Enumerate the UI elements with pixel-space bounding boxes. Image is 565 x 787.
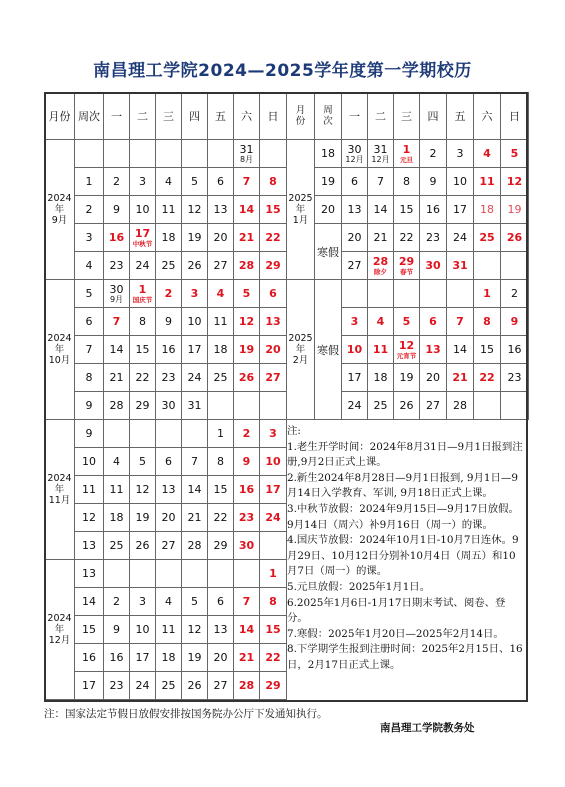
day-cell: 11	[368, 336, 394, 364]
day-cell: 27	[420, 392, 447, 420]
day-cell: 22	[208, 504, 234, 532]
day-cell: 2	[156, 280, 182, 308]
day-cell: 19	[501, 196, 529, 224]
day-cell: 21	[234, 644, 260, 672]
week-number: 1	[75, 168, 104, 196]
day-cell: 15	[130, 336, 156, 364]
day-cell: 10	[130, 196, 156, 224]
day-cell: 4	[474, 140, 501, 168]
day-cell: 30	[234, 532, 260, 560]
day-cell: 3	[342, 308, 368, 336]
day-cell: 2	[420, 140, 447, 168]
day-cell: 27	[208, 672, 234, 700]
month-tag: 12月	[371, 154, 390, 164]
week-number: 8	[75, 364, 104, 392]
day-cell: 24	[130, 672, 156, 700]
day-cell: 5	[501, 140, 529, 168]
week-number: 寒假	[315, 224, 342, 280]
day-cell: 26	[234, 364, 260, 392]
header-month: 月份	[45, 93, 75, 140]
day-cell: 16	[156, 336, 182, 364]
day-cell: 18	[156, 644, 182, 672]
day-cell: 3	[130, 588, 156, 616]
day-cell: 30	[420, 252, 447, 280]
holiday-label: 中秋节	[132, 239, 153, 248]
day-cell: 19	[130, 504, 156, 532]
day-cell: 21	[368, 224, 394, 252]
day-cell: 24	[342, 392, 368, 420]
day-cell: 5	[182, 588, 208, 616]
day-cell: 20	[208, 644, 234, 672]
week-number: 12	[75, 504, 104, 532]
day-cell: 4	[368, 308, 394, 336]
week-number: 14	[75, 588, 104, 616]
week-number: 2	[75, 196, 104, 224]
day-cell: 9	[104, 196, 130, 224]
day-cell: 1	[260, 560, 287, 588]
week-number: 6	[75, 308, 104, 336]
day-cell: 14	[368, 196, 394, 224]
notes-heading: 注:	[287, 425, 301, 437]
day-cell: 18	[368, 364, 394, 392]
day-cell: 17	[182, 336, 208, 364]
day-cell: 30	[156, 392, 182, 420]
header-day: 一	[342, 93, 368, 140]
month-label: 2024 年 12月	[45, 560, 75, 700]
day-cell: 7	[182, 448, 208, 476]
day-cell: 13	[342, 196, 368, 224]
day-cell: 6	[260, 280, 287, 308]
day-cell: 21	[234, 224, 260, 252]
day-cell: 2	[104, 168, 130, 196]
day-number: 28	[372, 254, 389, 268]
page-title: 南昌理工学院2024—2025学年度第一学期校历	[93, 61, 472, 81]
header-day: 三	[156, 93, 182, 140]
day-cell: 18	[156, 224, 182, 252]
day-cell: 10	[130, 616, 156, 644]
day-cell: 2	[501, 280, 529, 308]
header-day: 四	[420, 93, 447, 140]
week-number: 16	[75, 644, 104, 672]
day-number: 31	[373, 142, 388, 156]
day-cell: 4	[104, 448, 130, 476]
day-cell: 23	[501, 364, 529, 392]
day-cell: 18	[104, 504, 130, 532]
day-cell: 25	[104, 532, 130, 560]
day-cell: 29	[260, 252, 287, 280]
day-cell: 22	[474, 364, 501, 392]
header-day: 二	[130, 93, 156, 140]
week-number: 5	[75, 280, 104, 308]
day-cell: 6	[156, 448, 182, 476]
day-cell: 15	[474, 336, 501, 364]
day-cell: 3	[182, 280, 208, 308]
note-item: 7.寒假：2025年1月20日—2025年2月14日。	[287, 627, 504, 640]
day-cell: 25	[208, 364, 234, 392]
week-number: 20	[315, 196, 342, 224]
note-item: 5.元旦放假：2025年1月1日。	[287, 580, 431, 593]
week-number: 9	[75, 420, 104, 448]
day-cell: 27	[208, 252, 234, 280]
note-item: 6.2025年1月6日-1月17日期末考试、阅卷、登分。	[287, 596, 506, 625]
week-number: 10	[75, 448, 104, 476]
day-cell: 8	[260, 588, 287, 616]
day-cell: 5	[130, 448, 156, 476]
day-cell: 24	[182, 364, 208, 392]
day-cell: 15	[394, 196, 420, 224]
day-cell: 24	[447, 224, 474, 252]
day-cell: 5	[234, 280, 260, 308]
day-cell: 9	[501, 308, 529, 336]
header-day: 日	[501, 93, 529, 140]
day-cell: 28	[182, 532, 208, 560]
week-number: 19	[315, 168, 342, 196]
day-cell: 21	[104, 364, 130, 392]
day-cell: 12	[182, 196, 208, 224]
day-number: 30	[347, 142, 362, 156]
month-tag: 8月	[239, 154, 254, 164]
day-cell: 17	[447, 196, 474, 224]
week-number: 9	[75, 392, 104, 420]
day-cell: 26	[130, 532, 156, 560]
week-number: 11	[75, 476, 104, 504]
day-cell: 2	[234, 420, 260, 448]
day-cell: 16	[234, 476, 260, 504]
day-cell: 16	[104, 644, 130, 672]
note-item: 1.老生开学时间：2024年8月31日—9月1日报到注册,9月2日正式上课。	[287, 440, 523, 469]
day-cell: 8	[208, 448, 234, 476]
day-cell: 13	[208, 196, 234, 224]
day-cell: 27	[260, 364, 287, 392]
day-cell: 22	[260, 644, 287, 672]
header-week: 周次	[75, 93, 104, 140]
day-number: 12	[398, 338, 415, 352]
month-tag: 12月	[345, 154, 364, 164]
day-cell: 29	[130, 392, 156, 420]
day-cell: 23	[420, 224, 447, 252]
day-cell: 14	[182, 476, 208, 504]
day-cell: 25	[474, 224, 501, 252]
day-cell: 11	[474, 168, 501, 196]
header-day: 四	[182, 93, 208, 140]
day-cell: 21	[182, 504, 208, 532]
header-day: 一	[104, 93, 130, 140]
day-cell: 11	[156, 196, 182, 224]
note-item: 3.中秋节放假：2024年9月15日—9月17日放假。9月14日（周六）补9月16日（周一）的课。	[287, 502, 519, 531]
header-day: 日	[260, 93, 287, 140]
day-cell: 12	[182, 616, 208, 644]
day-cell: 31	[447, 252, 474, 280]
day-cell: 1	[208, 420, 234, 448]
week-number: 13	[75, 560, 104, 588]
note-item: 8.下学期学生报到注册时间：2025年2月15日、16日，2月17日正式上课。	[287, 643, 523, 671]
day-cell: 13	[260, 308, 287, 336]
day-cell: 8	[130, 308, 156, 336]
day-cell: 5	[182, 168, 208, 196]
footnote: 注：国家法定节假日放假安排按国务院办公厅下发通知执行。	[44, 708, 328, 720]
day-cell: 11	[208, 308, 234, 336]
holiday-label: 元宵节	[396, 351, 417, 360]
notes-panel	[287, 424, 525, 674]
day-cell: 23	[156, 364, 182, 392]
day-cell: 4	[208, 280, 234, 308]
day-cell: 28	[234, 252, 260, 280]
day-cell: 20	[342, 224, 368, 252]
day-cell: 7	[234, 588, 260, 616]
day-cell: 13	[156, 476, 182, 504]
issuer-signature: 南昌理工学院教务处	[380, 722, 475, 734]
header-day: 五	[447, 93, 474, 140]
day-cell: 26	[501, 224, 529, 252]
month-label: 2024 年 9月	[45, 140, 75, 280]
day-cell: 17	[342, 364, 368, 392]
day-cell: 24	[130, 252, 156, 280]
day-cell: 16	[104, 224, 130, 252]
day-cell: 25	[156, 252, 182, 280]
day-cell: 27	[342, 252, 368, 280]
day-cell: 13	[208, 616, 234, 644]
week-number: 15	[75, 616, 104, 644]
month-label: 2025 年 2月	[287, 280, 315, 420]
week-number: 3	[75, 224, 104, 252]
day-cell: 13	[420, 336, 447, 364]
day-cell: 9	[420, 168, 447, 196]
day-cell: 8	[394, 168, 420, 196]
day-cell: 3	[447, 140, 474, 168]
day-cell: 3	[260, 420, 287, 448]
day-cell: 24	[260, 504, 287, 532]
header-day: 六	[474, 93, 501, 140]
holiday-label: 国庆节	[132, 295, 153, 304]
day-cell: 12	[130, 476, 156, 504]
day-cell: 4	[156, 168, 182, 196]
day-cell: 10	[260, 448, 287, 476]
day-cell: 4	[156, 588, 182, 616]
week-number: 7	[75, 336, 104, 364]
day-cell: 21	[447, 364, 474, 392]
day-cell: 15	[260, 196, 287, 224]
day-cell: 28	[104, 392, 130, 420]
header-day: 三	[394, 93, 420, 140]
day-number: 30	[109, 282, 124, 296]
day-number: 1	[402, 142, 411, 156]
header-day: 五	[208, 93, 234, 140]
day-cell: 6	[208, 588, 234, 616]
day-cell: 16	[420, 196, 447, 224]
day-number: 17	[134, 226, 151, 240]
note-item: 2.新生2024年8月28日—9月1日报到, 9月1日—9月14日入学教育、军训, 9月18日正式上课。	[287, 471, 518, 500]
day-cell: 14	[104, 336, 130, 364]
day-number: 1	[138, 282, 147, 296]
day-cell: 2	[104, 588, 130, 616]
day-cell: 27	[156, 532, 182, 560]
month-label: 2025 年 1月	[287, 140, 315, 280]
day-cell: 19	[182, 224, 208, 252]
day-cell: 10	[182, 308, 208, 336]
day-cell: 7	[234, 168, 260, 196]
day-cell: 29	[260, 672, 287, 700]
day-cell: 26	[394, 392, 420, 420]
day-cell: 18	[474, 196, 501, 224]
day-cell: 9	[156, 308, 182, 336]
day-cell: 14	[234, 616, 260, 644]
holiday-label: 元旦	[400, 155, 413, 164]
day-cell: 22	[130, 364, 156, 392]
day-cell: 6	[342, 168, 368, 196]
week-number: 17	[75, 672, 104, 700]
day-cell: 10	[342, 336, 368, 364]
day-cell: 15	[260, 616, 287, 644]
day-number: 31	[239, 142, 254, 156]
day-cell: 18	[208, 336, 234, 364]
day-cell: 20	[420, 364, 447, 392]
day-cell: 14	[447, 336, 474, 364]
day-cell: 28	[447, 392, 474, 420]
day-cell: 11	[104, 476, 130, 504]
holiday-label: 除夕	[374, 267, 387, 276]
day-cell: 19	[182, 644, 208, 672]
day-cell: 6	[208, 168, 234, 196]
day-cell: 12	[501, 168, 529, 196]
day-cell: 3	[130, 168, 156, 196]
holiday-label: 春节	[400, 267, 413, 276]
header-month: 月 份	[287, 93, 315, 140]
day-cell: 28	[234, 672, 260, 700]
day-cell: 31	[182, 392, 208, 420]
month-tag: 9月	[109, 294, 124, 304]
day-cell: 7	[104, 308, 130, 336]
day-cell: 25	[368, 392, 394, 420]
day-cell: 6	[420, 308, 447, 336]
day-number: 29	[398, 254, 415, 268]
day-cell: 14	[234, 196, 260, 224]
day-cell: 26	[182, 672, 208, 700]
day-cell: 11	[156, 616, 182, 644]
day-cell: 23	[104, 252, 130, 280]
day-cell: 20	[260, 336, 287, 364]
day-cell: 25	[156, 672, 182, 700]
month-label: 2024 年 11月	[45, 420, 75, 560]
day-cell: 20	[208, 224, 234, 252]
day-cell: 8	[474, 308, 501, 336]
note-item: 4.国庆节放假：2024年10月1日-10月7日连休。9月29日、10月12日分别补10月4日（周五）和10月7日（周一）的课。	[287, 534, 519, 578]
header-day: 六	[234, 93, 260, 140]
week-number: 寒假	[315, 280, 342, 420]
day-cell: 10	[447, 168, 474, 196]
day-cell: 23	[234, 504, 260, 532]
day-cell: 15	[208, 476, 234, 504]
day-cell: 5	[394, 308, 420, 336]
week-number: 13	[75, 532, 104, 560]
day-cell: 16	[501, 336, 529, 364]
day-cell: 9	[104, 616, 130, 644]
week-number: 18	[315, 140, 342, 168]
day-cell: 19	[234, 336, 260, 364]
day-cell: 12	[234, 308, 260, 336]
day-cell: 9	[234, 448, 260, 476]
day-cell: 22	[260, 224, 287, 252]
week-number: 4	[75, 252, 104, 280]
header-day: 二	[368, 93, 394, 140]
day-cell: 26	[182, 252, 208, 280]
day-cell: 7	[368, 168, 394, 196]
day-cell: 19	[394, 364, 420, 392]
day-cell: 7	[447, 308, 474, 336]
day-cell: 17	[260, 476, 287, 504]
day-cell: 22	[394, 224, 420, 252]
day-cell: 17	[130, 644, 156, 672]
month-label: 2024 年 10月	[45, 280, 75, 420]
header-week: 周 次	[315, 93, 342, 140]
day-cell: 23	[104, 672, 130, 700]
day-cell: 8	[260, 168, 287, 196]
day-cell: 29	[208, 532, 234, 560]
day-cell: 1	[474, 280, 501, 308]
day-cell: 20	[156, 504, 182, 532]
